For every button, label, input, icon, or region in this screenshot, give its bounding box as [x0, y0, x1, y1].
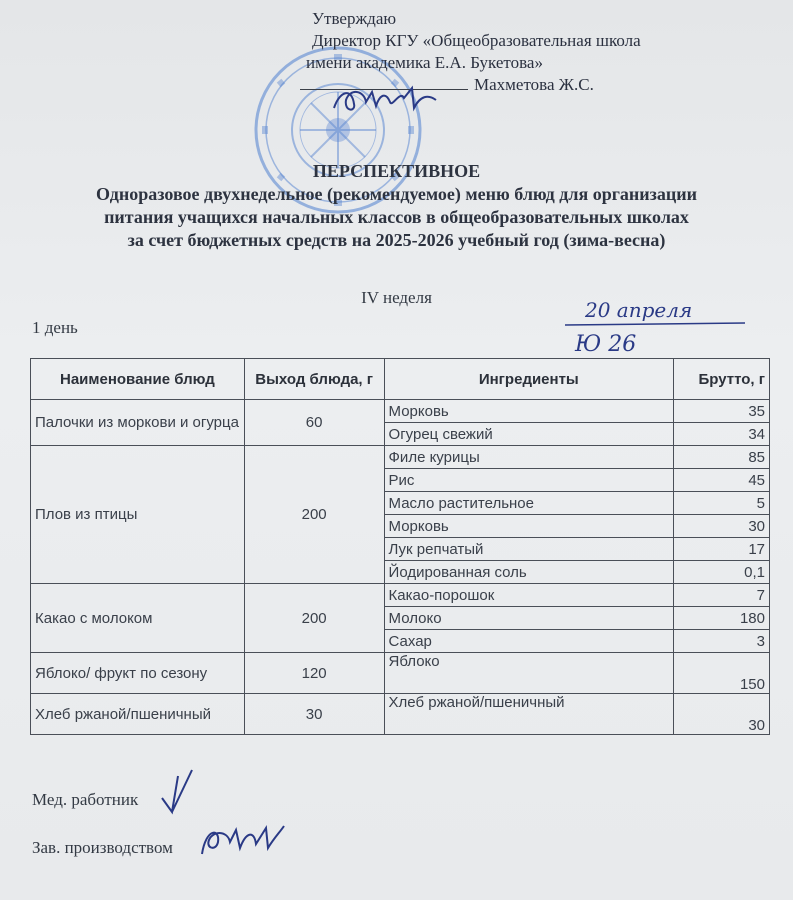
- yield-cell: 60: [244, 400, 384, 446]
- ingredient-cell: Какао-порошок: [384, 584, 674, 607]
- handwritten-line-1: 20 апреля: [585, 298, 693, 322]
- title-line-4: за счет бюджетных средств на 2025-2026 учебный год (зима-весна): [127, 230, 666, 250]
- ingredient-cell: Морковь: [384, 515, 674, 538]
- header-ingredients: Ингредиенты: [384, 359, 674, 400]
- ingredient-cell: Масло растительное: [384, 492, 674, 515]
- gross-weight-cell: 35: [674, 400, 770, 423]
- table-row: [31, 694, 770, 735]
- production-head-signature-label: Зав. производством: [32, 838, 173, 857]
- gross-weight-cell: 34: [674, 423, 770, 446]
- ingredient-cell: Рис: [384, 469, 674, 492]
- table-row: [31, 446, 770, 469]
- handwritten-date-note: [565, 295, 765, 365]
- ingredient-cell: Яблоко: [384, 653, 674, 694]
- approval-signatory: Махметова Ж.С.: [474, 75, 594, 94]
- medic-signature-label: Мед. работник: [32, 790, 139, 809]
- title-line-3: питания учащихся начальных классов в общеобразовательных школах: [104, 207, 689, 227]
- gross-weight-cell: 0,1: [674, 561, 770, 584]
- menu-table: [30, 358, 770, 735]
- dish-name-cell: Плов из птицы: [31, 446, 245, 584]
- gross-weight-cell: 5: [674, 492, 770, 515]
- dish-name-cell: Яблоко/ фрукт по сезону: [31, 653, 245, 694]
- gross-weight-cell: 17: [674, 538, 770, 561]
- approval-line-3: имени академика Е.А. Букетова»: [306, 53, 543, 72]
- yield-cell: 30: [244, 694, 384, 735]
- gross-weight-cell: 180: [674, 607, 770, 630]
- title-line-1: ПЕРСПЕКТИВНОЕ: [312, 161, 481, 181]
- production-head-signature: [196, 818, 286, 862]
- yield-cell: 200: [244, 584, 384, 653]
- day-label: 1 день: [32, 318, 78, 337]
- gross-weight-cell: 7: [674, 584, 770, 607]
- table-row: [31, 400, 770, 423]
- ingredient-cell: Хлеб ржаной/пшеничный: [384, 694, 674, 735]
- table-row: [31, 584, 770, 607]
- header-gross: Брутто, г: [674, 359, 770, 400]
- ingredient-cell: Морковь: [384, 400, 674, 423]
- yield-cell: 120: [244, 653, 384, 694]
- dish-name-cell: Хлеб ржаной/пшеничный: [31, 694, 245, 735]
- header-dish: Наименование блюд: [31, 359, 245, 400]
- yield-cell: 200: [244, 446, 384, 584]
- director-signature: [330, 82, 440, 118]
- dish-name-cell: Какао с молоком: [31, 584, 245, 653]
- gross-weight-cell: 30: [674, 694, 770, 735]
- approval-line-2: Директор КГУ «Общеобразовательная школа: [312, 31, 641, 50]
- ingredient-cell: Молоко: [384, 607, 674, 630]
- title-line-2: Одноразовое двухнедельное (рекомендуемое) меню блюд для организации: [96, 184, 697, 204]
- gross-weight-cell: 150: [674, 653, 770, 694]
- ingredient-cell: Йодированная соль: [384, 561, 674, 584]
- document-title: [0, 160, 793, 252]
- ingredient-cell: Лук репчатый: [384, 538, 674, 561]
- table-header-row: [31, 359, 770, 400]
- gross-weight-cell: 30: [674, 515, 770, 538]
- dish-name-cell: Палочки из моркови и огурца: [31, 400, 245, 446]
- gross-weight-cell: 85: [674, 446, 770, 469]
- handwritten-line-2: Ю 26: [575, 332, 637, 357]
- medic-signature: [158, 768, 198, 818]
- ingredient-cell: Сахар: [384, 630, 674, 653]
- gross-weight-cell: 3: [674, 630, 770, 653]
- approval-line-1: Утверждаю: [312, 9, 397, 28]
- ingredient-cell: Филе курицы: [384, 446, 674, 469]
- ingredient-cell: Огурец свежий: [384, 423, 674, 446]
- week-label: IV неделя: [361, 288, 432, 307]
- table-row: [31, 653, 770, 694]
- gross-weight-cell: 45: [674, 469, 770, 492]
- header-yield: Выход блюда, г: [244, 359, 384, 400]
